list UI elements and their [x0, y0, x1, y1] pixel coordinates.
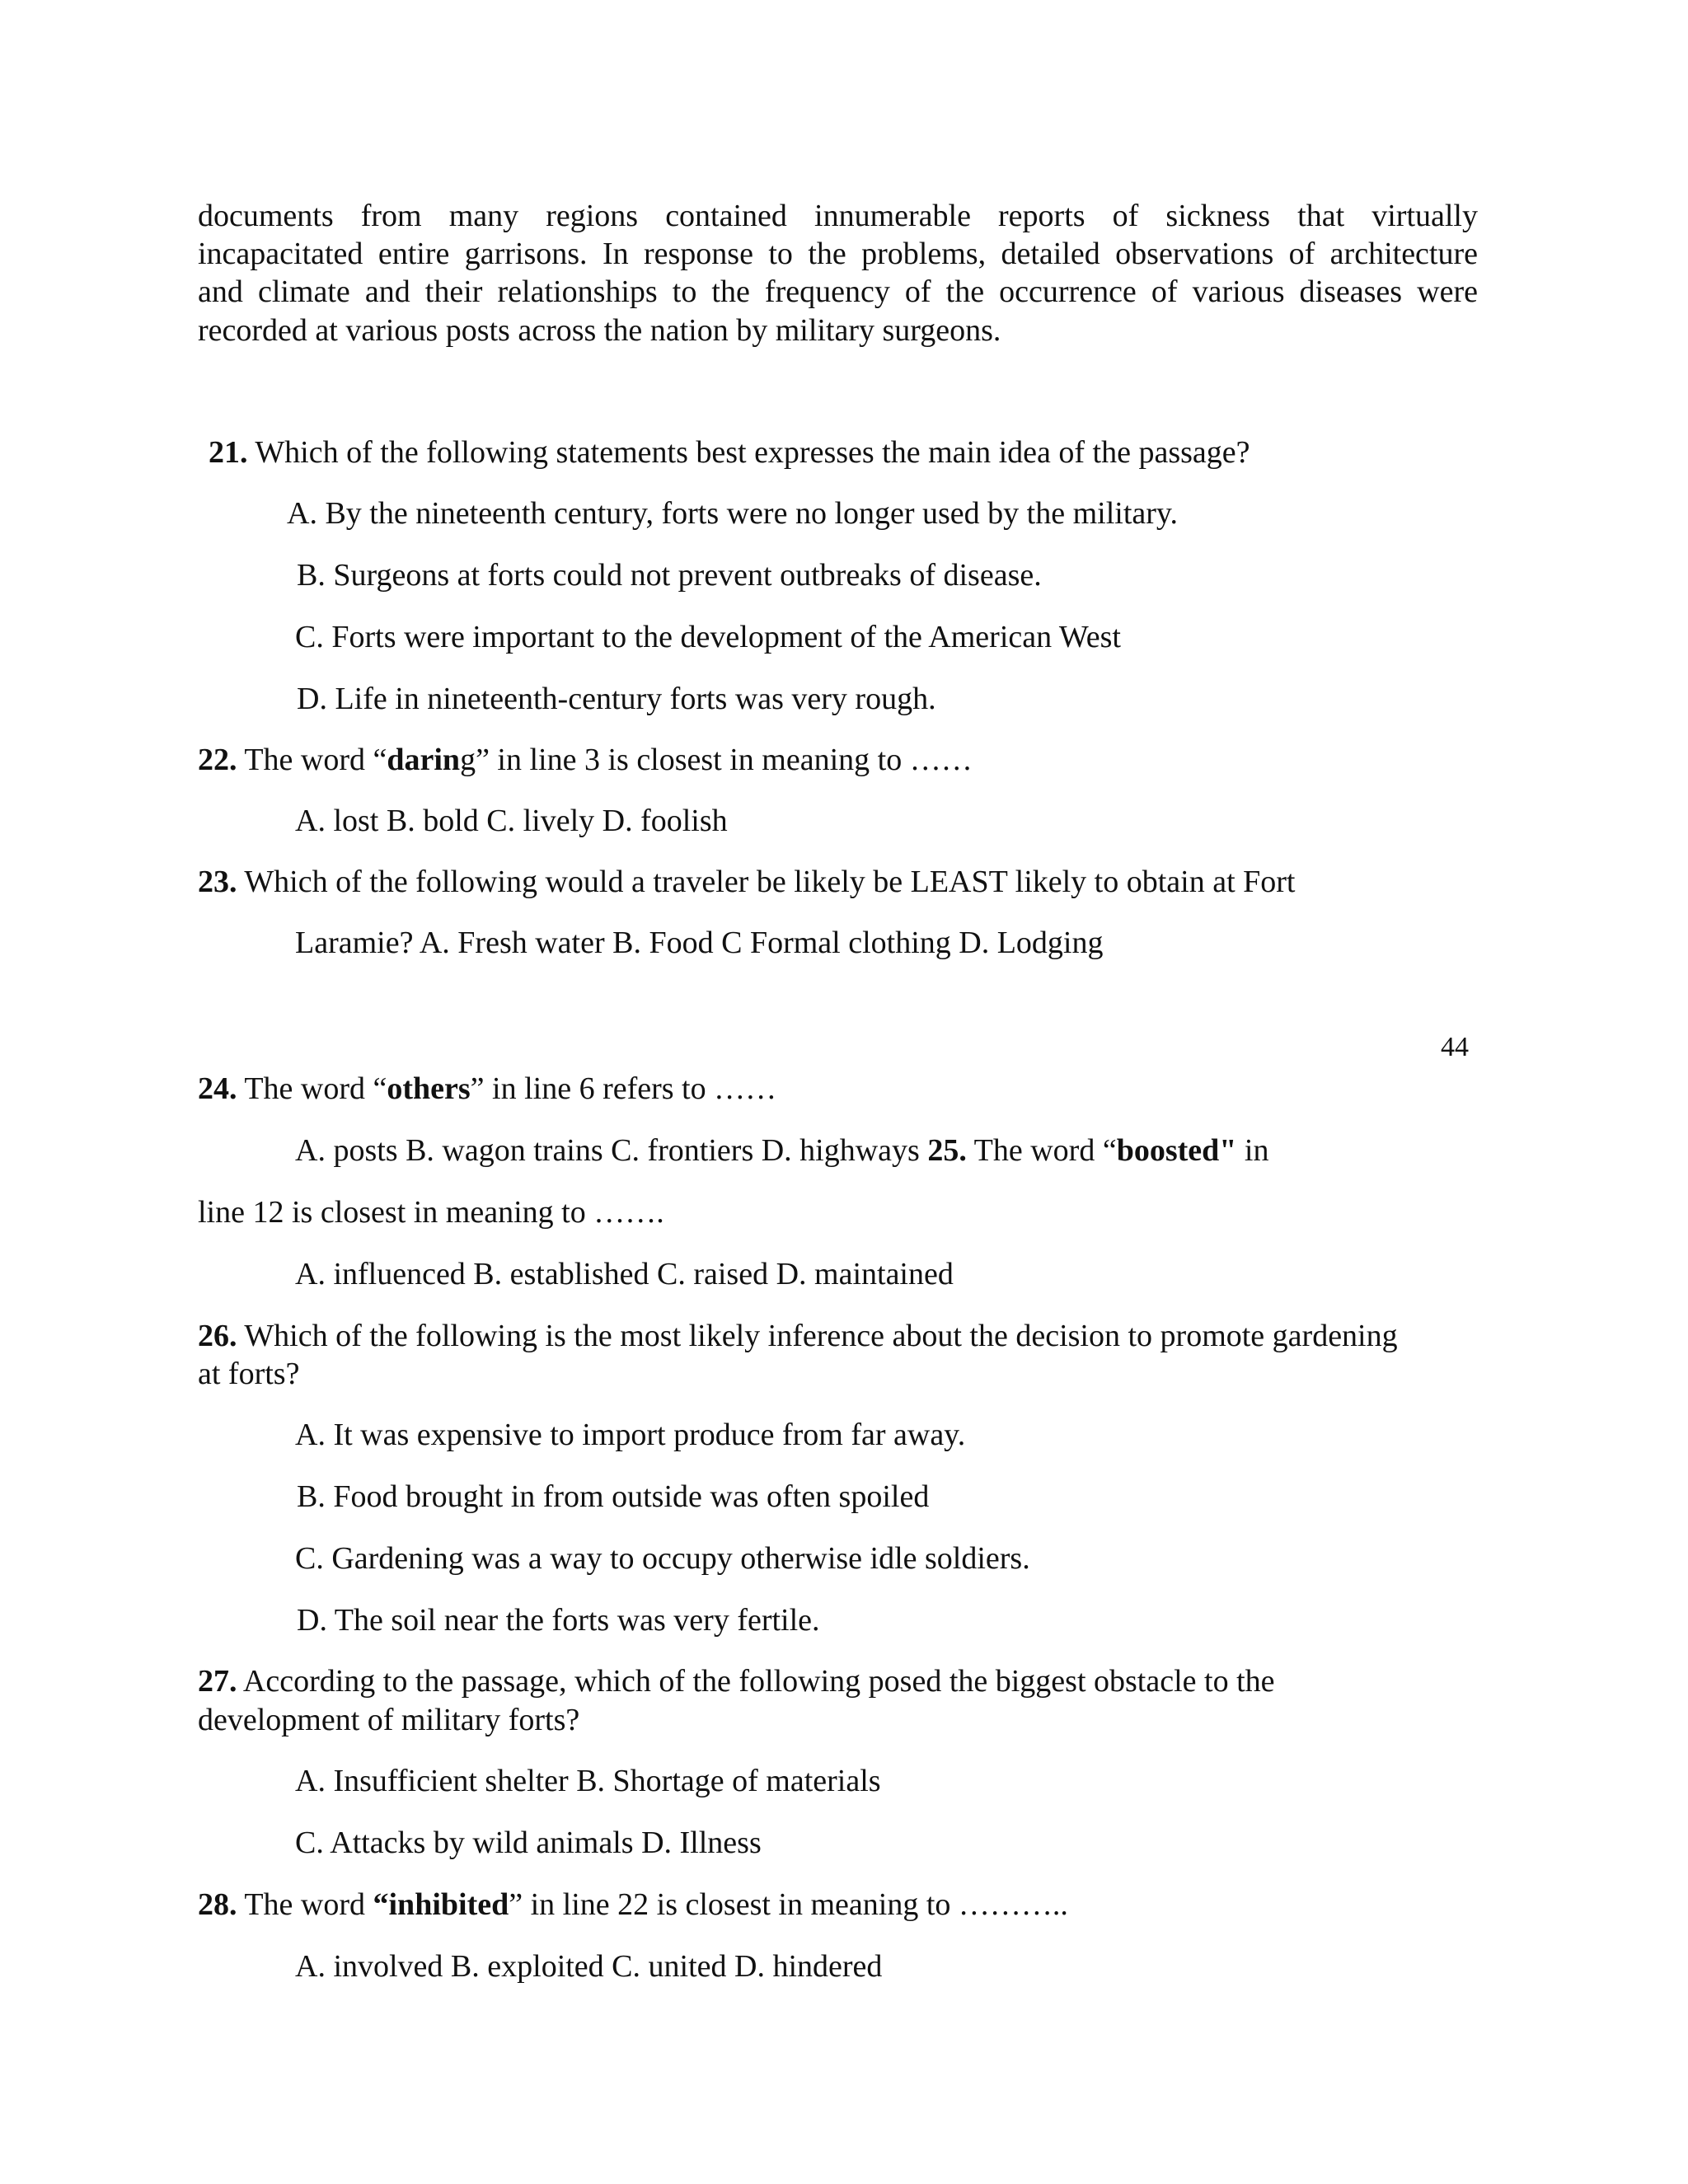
- question-24: [198, 1073, 776, 1104]
- q26-option-c: C. Gardening was a way to occupy otherwise idle soldiers.: [295, 1541, 1030, 1576]
- q25-options: A. influenced B. established C. raised D. maintained: [295, 1257, 954, 1291]
- q26-option-b: B. Food brought in from outside was often spoiled: [297, 1479, 930, 1514]
- question-text: Which of the following would a traveler be likely be LEAST likely to obtain at Fort: [237, 865, 1296, 899]
- question-text-post: in: [1236, 1133, 1269, 1168]
- question-text: Which of the following is the most likely inference about the decision to promote gardening: [237, 1319, 1398, 1353]
- q23-options: Laramie? A. Fresh water B. Food C Formal clothing D. Lodging: [295, 926, 1104, 960]
- question-text-pre: The word “: [237, 743, 387, 777]
- q22-options: A. lost B. bold C. lively D. foolish: [295, 804, 728, 838]
- passage-line-1: documents from many regions contained innumerable reports of sickness that virtually: [198, 199, 1478, 233]
- page-number: 44: [1441, 1032, 1469, 1062]
- question-number: 22.: [198, 743, 237, 777]
- question-number: 28.: [198, 1887, 237, 1922]
- question-number: 24.: [198, 1071, 237, 1106]
- question-text-post: ” in line 6 refers to ……: [470, 1071, 777, 1106]
- question-text-pre: The word: [237, 1887, 373, 1922]
- question-number: 25.: [927, 1133, 967, 1168]
- question-21: [209, 437, 1250, 468]
- q26-option-d: D. The soil near the forts was very fertile.: [297, 1603, 820, 1638]
- question-text: Which of the following statements best expresses the main idea of the passage?: [247, 435, 1250, 470]
- question-22: [198, 744, 973, 776]
- passage-line-4: recorded at various posts across the nation by military surgeons.: [198, 313, 1001, 348]
- question-number: 27.: [198, 1664, 237, 1699]
- question-28: [198, 1889, 1068, 1920]
- q28-options: A. involved B. exploited C. united D. hindered: [295, 1949, 883, 1984]
- q21-option-a: A. By the nineteenth century, forts were no longer used by the military.: [287, 496, 1178, 531]
- q27-options-line-1: A. Insufficient shelter B. Shortage of materials: [295, 1764, 881, 1798]
- keyword: darin: [387, 743, 461, 777]
- question-26-continuation: at forts?: [198, 1357, 300, 1391]
- q27-options-line-2: C. Attacks by wild animals D. Illness: [295, 1825, 762, 1860]
- question-number: 26.: [198, 1319, 237, 1353]
- question-27: [198, 1666, 1275, 1697]
- question-text-pre: The word “: [966, 1133, 1117, 1168]
- keyword: “inhibited: [373, 1887, 509, 1922]
- keyword: others: [387, 1071, 471, 1106]
- q21-option-b: B. Surgeons at forts could not prevent outbreaks of disease.: [297, 558, 1042, 593]
- question-26: [198, 1320, 1398, 1352]
- q21-option-c: C. Forts were important to the development of the American West: [295, 620, 1121, 654]
- question-text-post: ” in line 22 is closest in meaning to ………..: [509, 1887, 1068, 1922]
- question-number: 23.: [198, 865, 237, 899]
- q24-options: A. posts B. wagon trains C. frontiers D. highways: [295, 1133, 928, 1168]
- question-text: According to the passage, which of the following posed the biggest obstacle to the: [237, 1664, 1275, 1699]
- q26-option-a: A. It was expensive to import produce from far away.: [295, 1418, 966, 1452]
- question-27-continuation: development of military forts?: [198, 1703, 580, 1737]
- q24-options-and-question-25: [295, 1135, 1268, 1166]
- question-25-continuation: line 12 is closest in meaning to …….: [198, 1195, 664, 1230]
- question-23: [198, 866, 1295, 898]
- keyword: boosted": [1116, 1133, 1237, 1168]
- question-text-pre: The word “: [237, 1071, 387, 1106]
- passage-line-2: incapacitated entire garrisons. In response to the problems, detailed observations of architecture: [198, 237, 1478, 271]
- passage-line-3: and climate and their relationships to the frequency of the occurrence of various diseases were: [198, 274, 1478, 309]
- question-number: 21.: [209, 435, 248, 470]
- question-text-post: g” in line 3 is closest in meaning to ……: [460, 743, 973, 777]
- q21-option-d: D. Life in nineteenth-century forts was very rough.: [297, 682, 936, 716]
